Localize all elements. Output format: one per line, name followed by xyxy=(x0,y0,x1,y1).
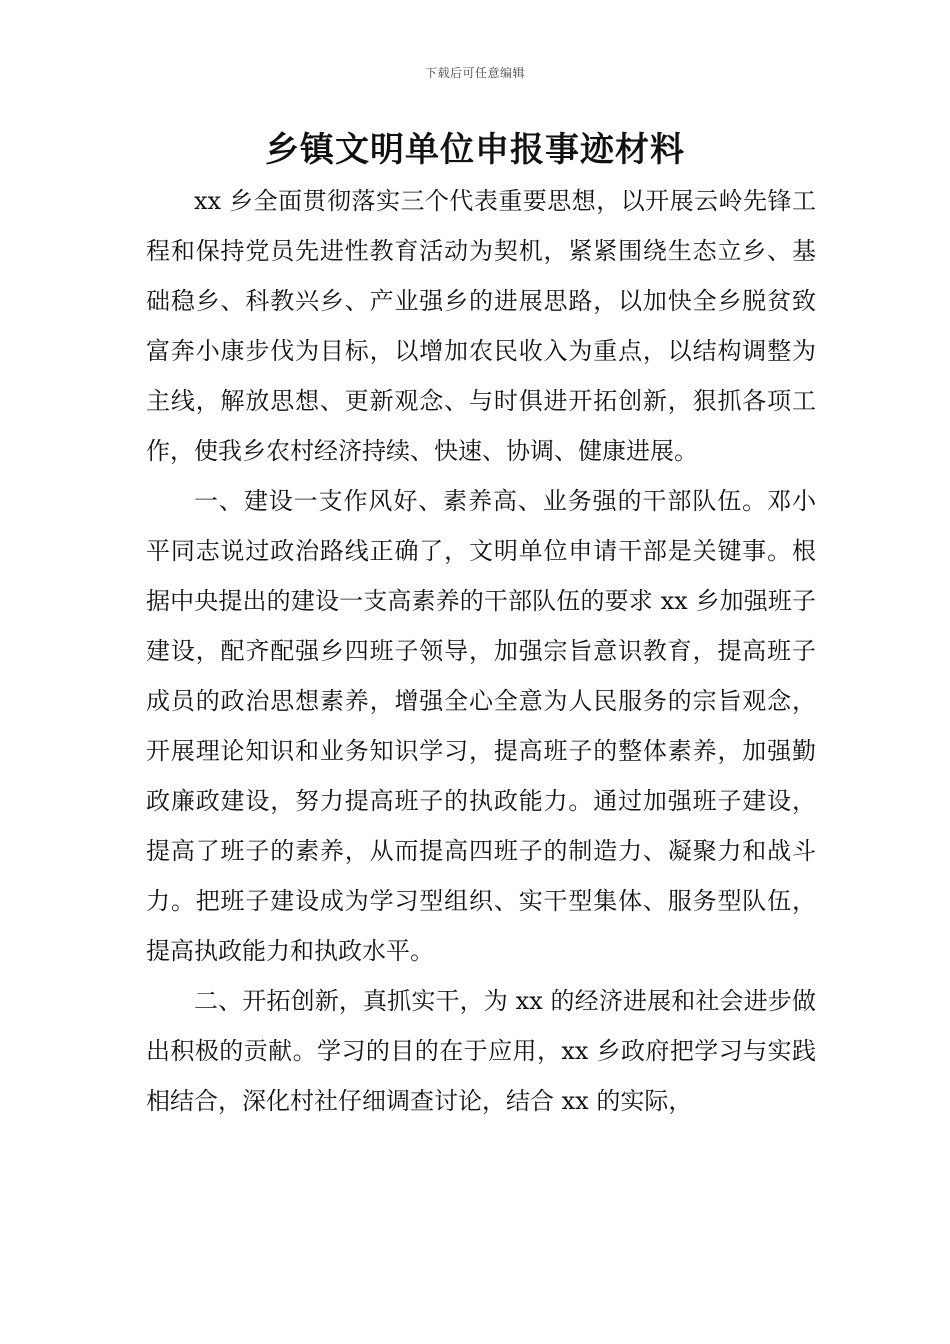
paragraph-intro: xx 乡全面贯彻落实三个代表重要思想，以开展云岭先锋工程和保持党员先进性教育活动为契机，紧紧围绕生态立乡、基础稳乡、科教兴乡、产业强乡的进展思路，以加快全乡脱贫致富奔小康步伐为目标，以增加农民收入为重点，以结构调整为主线，解放思想、更新观念、与时俱进开拓创新，狠抓各项工作，使我乡农村经济持续、快速、协调、健康进展。 xyxy=(146,187,816,465)
paragraph-section-two: 二、开拓创新，真抓实干，为 xx 的经济进展和社会进步做出积极的贡献。学习的目的在于应用，xx 乡政府把学习与实践相结合，深化村社仔细调查讨论，结合 xx 的实际， xyxy=(146,987,816,1115)
header-note: 下载后可任意编辑 xyxy=(424,66,525,80)
document-title: 乡镇文明单位申报事迹材料 xyxy=(265,130,685,170)
document-body xyxy=(146,176,816,1126)
paragraph-section-one: 一、建设一支作风好、素养高、业务强的干部队伍。邓小平同志说过政治路线正确了，文明单位申请干部是关键事。根据中央提出的建设一支高素养的干部队伍的要求 xx 乡加强班子建设，配齐配强乡四班子领导，加强宗旨意识教育，提高班子成员的政治思想素养，增强全心全意为人民服务的宗旨观念，开展理论知识和业务知识学习，提高班子的整体素养，加强勤政廉政建设，努力提高班子的执政能力。通过加强班子建设，提高了班子的素养，从而提高四班子的制造力、凝聚力和战斗力。把班子建设成为学习型组织、实干型集体、服务型队伍，提高执政能力和执政水平。 xyxy=(146,487,816,965)
